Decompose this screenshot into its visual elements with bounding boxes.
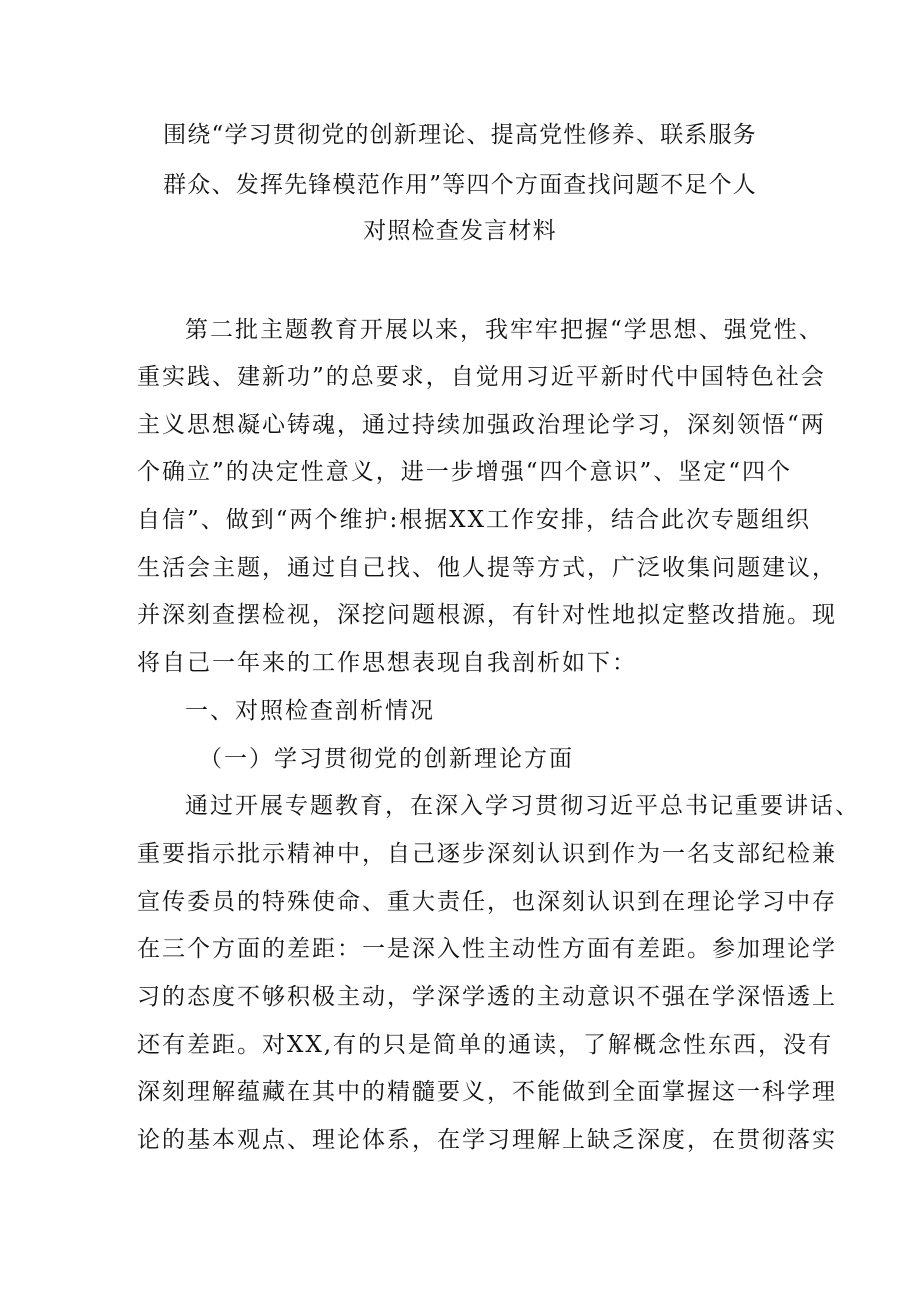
paragraph-1-line-7: 并深刻查摆检视，深挖问题根源，有针对性地拟定整改措施。现	[137, 602, 837, 628]
paragraph-2-line-3: 宣传委员的特殊使命、重大责任，也深刻认识到在理论学习中存	[137, 889, 837, 915]
section-heading-1: 一、对照检查剖析情况	[185, 698, 435, 724]
paragraph-2-line-8: 论的基本观点、理论体系，在学习理解上缺乏深度，在贯彻落实	[137, 1127, 837, 1153]
subsection-heading-1: （一）学习贯彻党的创新理论方面	[199, 746, 574, 772]
paragraph-2-line-6: 还有差距。对XX,有的只是简单的通读，了解概念性东西，没有	[137, 1032, 834, 1058]
paragraph-1-line-2: 重实践、建新功”的总要求，自觉用习近平新时代中国特色社会	[137, 364, 826, 390]
paragraph-1-line-1: 第二批主题教育开展以来，我牢牢把握“学思想、强党性、	[185, 317, 824, 343]
document-title-line-3: 对照检查发言材料	[363, 218, 557, 244]
paragraph-1-line-4: 个确立”的决定性意义，进一步增强“四个意识”、坚定“四个	[137, 459, 793, 485]
paragraph-2-line-5: 习的态度不够积极主动，学深学透的主动意识不强在学深悟透上	[137, 984, 837, 1010]
paragraph-2-line-2: 重要指示批示精神中，自己逐步深刻认识到作为一名支部纪检兼	[137, 841, 837, 867]
paragraph-2-line-7: 深刻理解蕴藏在其中的精髓要义，不能做到全面掌握这一科学理	[137, 1079, 837, 1105]
paragraph-2-line-1: 通过开展专题教育，在深入学习贯彻习近平总书记重要讲话、	[185, 793, 860, 819]
document-title-line-1: 围绕“学习贯彻党的创新理论、提高党性修养、联系服务	[163, 122, 757, 148]
paragraph-1-line-8: 将自己一年来的工作思想表现自我剖析如下：	[137, 650, 637, 676]
document-title-line-2: 群众、发挥先锋模范作用”等四个方面查找问题不足个人	[163, 172, 757, 198]
paragraph-1-line-6: 生活会主题，通过自己找、他人提等方式，广泛收集问题建议，	[137, 555, 837, 581]
paragraph-1-line-3: 主义思想凝心铸魂，通过持续加强政治理论学习，深刻领悟“两	[137, 412, 826, 438]
paragraph-1-line-5: 自信”、做到“两个维护:根据XX工作安排，结合此次专题组织	[137, 507, 812, 533]
paragraph-2-line-4: 在三个方面的差距：一是深入性主动性方面有差距。参加理论学	[137, 936, 837, 962]
